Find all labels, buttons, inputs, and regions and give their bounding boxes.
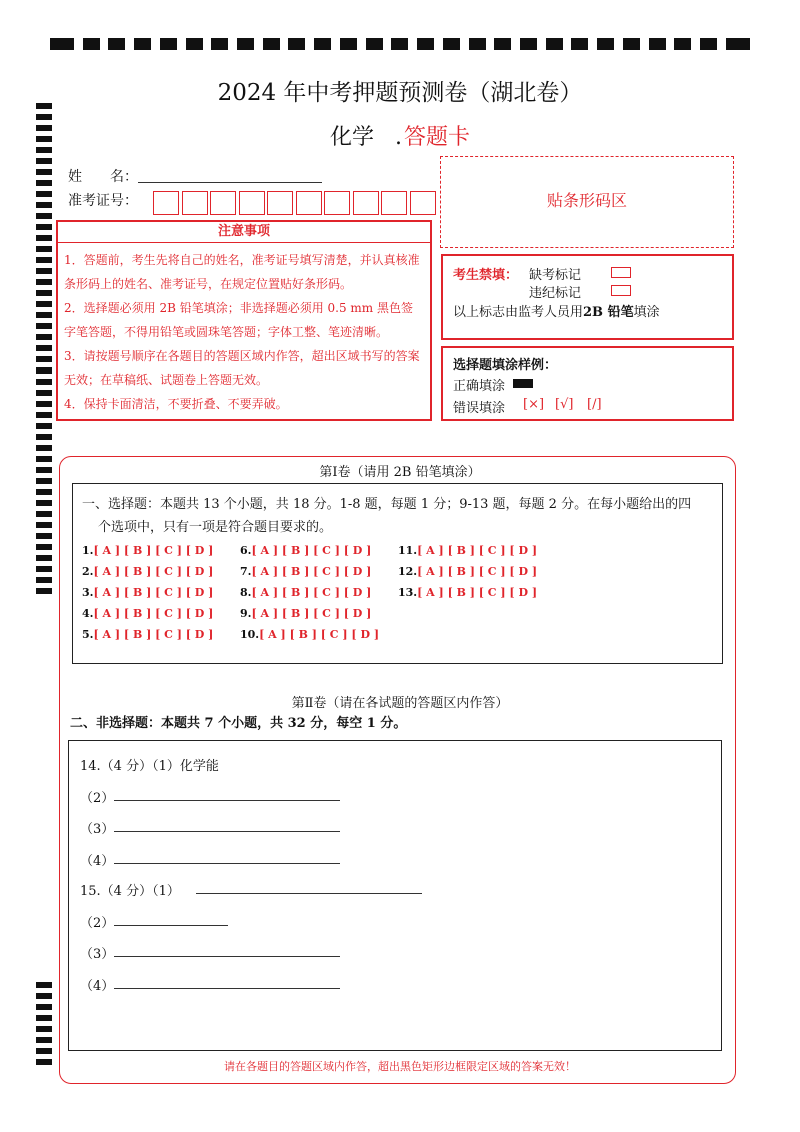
question-number: 7. [240,565,252,578]
prohibit-note-prefix: 以上标志由监考人员用 [453,305,584,320]
left-timing-marks-bottom [36,982,52,1065]
q15-sub3-label: （3） [80,947,115,962]
question-6[interactable] [240,544,371,557]
prohibit-note [453,301,660,320]
answer-options[interactable]: [ A ] [ B ] [ C ] [ D ] [259,628,380,641]
question-number: 5. [82,628,94,641]
prohibit-box [441,254,734,340]
q15-sub4-label: （4） [80,979,115,994]
question-number: 9. [240,607,252,620]
q15-sub2-label: （2） [80,916,115,931]
notice-item-2: 2．选择题必须用 2B 铅笔填涂；非选择题必须用 0.5 mm 黑色签字笔答题，不得用铅笔或圆珠笔答题；字体工整、笔迹清晰。 [64,301,414,339]
question-8[interactable] [240,586,371,599]
id-label: 准考证号： [68,193,138,209]
part1-heading: 第Ⅰ卷（请用 2B 铅笔填涂） [319,465,481,480]
top-timing-marks [50,38,750,52]
name-field[interactable] [138,182,322,183]
page-title: 2024 年中考押题预测卷（湖北卷） [217,80,583,106]
answer-options[interactable]: [ A ] [ B ] [ C ] [ D ] [251,565,372,578]
footer-warning: 请在各题目的答题区域内作答，超出黑色矩形边框限定区域的答案无效！ [224,1060,576,1073]
notice-item-4: 4．保持卡面清洁，不要折叠、不要弄破。 [64,397,288,411]
answer-options[interactable]: [ A ] [ B ] [ C ] [ D ] [417,586,538,599]
prohibit-note-bold: 2B 铅笔 [583,305,634,320]
violation-mark-box[interactable] [611,285,631,296]
choice-instruction-line1: 一、选择题：本题共 13 个小题，共 18 分。1-8 题，每题 1 分；9-13 题，每题 2 分。在每小题给出的四 [82,497,692,512]
answer-options[interactable]: [ A ] [ B ] [ C ] [ D ] [251,544,372,557]
q14-sub3-label: （3） [80,822,115,837]
wrong-mark-2: [√] [555,397,574,412]
question-10[interactable] [240,628,379,641]
absent-mark-label: 缺考标记 [529,268,582,283]
question-12[interactable] [398,565,537,578]
prohibit-note-suffix: 填涂 [633,305,660,320]
violation-mark-label: 违纪标记 [529,286,582,301]
wrong-mark-3: [/] [587,397,602,412]
answer-options[interactable]: [ A ] [ B ] [ C ] [ D ] [251,586,372,599]
answer-options[interactable]: [ A ] [ B ] [ C ] [ D ] [93,607,214,620]
part2-instruction: 二、非选择题：本题共 7 个小题，共 32 分，每空 1 分。 [70,716,407,731]
question-number: 10. [240,628,260,641]
question-3[interactable] [82,586,213,599]
answer-options[interactable]: [ A ] [ B ] [ C ] [ D ] [93,628,214,641]
name-label: 姓 名： [68,169,138,185]
question-number: 3. [82,586,94,599]
subtitle-dot: . [395,125,402,150]
choice-instruction-line2: 个选项中，只有一项是符合题目要求的。 [98,520,333,535]
wrong-mark-1: [×] [523,397,545,412]
q15-sub3-line[interactable] [114,956,340,957]
q14-sub4-label: （4） [80,854,115,869]
notice-item-3: 3．请按题号顺序在各题目的答题区域内作答，超出区域书写的答案无效；在草稿纸、试题卷上答题无效。 [64,349,420,387]
q14-sub4-line[interactable] [114,863,340,864]
q14-label: 14.（4 分）（1）化学能 [80,759,219,774]
question-4[interactable] [82,607,213,620]
subject-name: 化学 [329,125,374,150]
left-timing-marks-middle [36,368,52,594]
notice-title: 注意事项 [58,222,430,243]
q14-sub2-label: （2） [80,791,115,806]
answer-options[interactable]: [ A ] [ B ] [ C ] [ D ] [417,544,538,557]
fill-example-box [441,346,734,421]
answer-options[interactable]: [ A ] [ B ] [ C ] [ D ] [417,565,538,578]
wrong-fill-label: 错误填涂 [453,401,506,416]
question-7[interactable] [240,565,371,578]
answer-options[interactable]: [ A ] [ B ] [ C ] [ D ] [93,586,214,599]
question-5[interactable] [82,628,213,641]
q15-sub1-line[interactable] [196,893,422,894]
q15-sub2-line[interactable] [114,925,228,926]
part2-heading: 第Ⅱ卷（请在各试题的答题区内作答） [291,696,509,711]
q14-sub2-line[interactable] [114,800,340,801]
prohibit-label: 考生禁填： [453,268,519,283]
card-subtitle [0,120,800,151]
question-number: 13. [398,586,418,599]
correct-fill-sample [513,379,533,388]
notice-item-1: 1．答题前，考生先将自己的姓名，准考证号填写清楚，并认真核准条形码上的姓名、准考证号，在规定位置贴好条形码。 [64,253,420,291]
q14-sub3-line[interactable] [114,831,340,832]
fill-example-title: 选择题填涂样例： [453,358,558,373]
question-number: 2. [82,565,94,578]
question-number: 8. [240,586,252,599]
q15-sub4-line[interactable] [114,988,340,989]
question-13[interactable] [398,586,537,599]
question-number: 11. [398,544,418,557]
exam-id-boxes[interactable] [153,191,438,215]
q15-label: 15.（4 分）（1） [80,884,180,899]
question-11[interactable] [398,544,537,557]
answer-options[interactable]: [ A ] [ B ] [ C ] [ D ] [93,544,214,557]
question-2[interactable] [82,565,213,578]
notice-box [56,220,432,421]
question-number: 4. [82,607,94,620]
question-1[interactable] [82,544,213,557]
barcode-area: 贴条形码区 [440,156,734,248]
absent-mark-box[interactable] [611,267,631,278]
correct-fill-label: 正确填涂 [453,379,506,394]
question-9[interactable] [240,607,371,620]
question-number: 6. [240,544,252,557]
question-number: 1. [82,544,94,557]
answer-options[interactable]: [ A ] [ B ] [ C ] [ D ] [93,565,214,578]
question-number: 12. [398,565,418,578]
card-label: 答题卡 [404,125,471,150]
answer-options[interactable]: [ A ] [ B ] [ C ] [ D ] [251,607,372,620]
